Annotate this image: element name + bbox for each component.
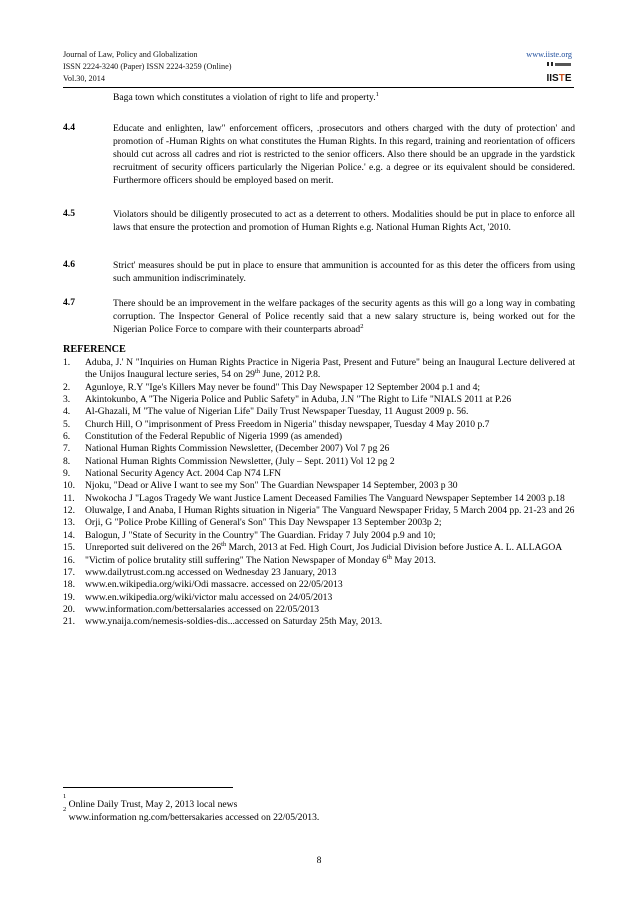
section-paragraph: Violators should be diligently prosecuted to act as a deterrent to others. Modalities should be put in place to enforce all laws that ensure the protection and promotion of Human Rights e.g. National Human Rights Act, '2010.	[113, 209, 575, 234]
reference-number: 4.	[63, 406, 71, 418]
reference-item	[63, 456, 575, 468]
volume-line: Vol.30, 2014	[63, 74, 105, 83]
reference-text: www.information.com/bettersalaries accessed on 22/05/2013	[85, 603, 320, 615]
reference-number: 5.	[63, 418, 71, 430]
reference-item	[63, 616, 575, 628]
reference-item	[63, 542, 575, 554]
reference-number: 12.	[63, 505, 75, 517]
section-number: 4.6	[63, 259, 75, 270]
footnote-2: $^2$ www.information ng.com/bettersakaries accessed on 22/05/2013.	[63, 806, 320, 823]
reference-number: 11.	[63, 492, 75, 504]
reference-text: Agunloye, R.Y "Ige's Killers May never be found" This Day Newspaper 12 September 2004 p.1 and 4;	[85, 381, 481, 393]
iiste-logo	[544, 60, 574, 86]
reference-number: 18.	[63, 579, 75, 591]
section-number: 4.7	[63, 297, 75, 308]
reference-item	[63, 604, 575, 616]
reference-text: National Security Agency Act. 2004 Cap N74 LFN	[85, 468, 282, 480]
reference-item	[63, 530, 575, 542]
reference-item	[63, 394, 575, 406]
reference-text: Akintokunbo, A "The Nigeria Police and Public Safety" in Aduba, J.N "The Right to Life "NIALS 2011 at P.26	[85, 394, 512, 406]
reference-number: 16.	[63, 554, 75, 566]
reference-item	[63, 567, 575, 579]
reference-text: www.en.wikipedia.org/wiki/victor malu accessed on 24/05/2013	[85, 591, 333, 603]
reference-item	[63, 579, 575, 591]
reference-number: 13.	[63, 517, 75, 529]
reference-text: Aduba, J.' N "Inquiries on Human Rights Practice in Nigeria Past, Present and Future" being an Inaugural Lecture delivered at the Unijos Inaugural lecture series, 54 on 29th June, 2012 P.8.	[85, 357, 575, 381]
reference-number: 2.	[63, 381, 71, 393]
reference-number: 8.	[63, 455, 71, 467]
reference-number: 19.	[63, 591, 75, 603]
reference-item	[63, 382, 575, 394]
intro-line: Baga town which constitutes a violation of right to life and property.$^1$	[113, 90, 379, 103]
reference-number: 6.	[63, 431, 71, 443]
reference-item	[63, 505, 575, 517]
page-number: 8	[316, 855, 322, 866]
reference-item	[63, 555, 575, 567]
reference-text: Church Hill, O "imprisonment of Press Freedom in Nigeria" thisday newspaper, Tuesday 4 May 2010 p.7	[85, 418, 490, 430]
reference-text: Oluwalge, I and Anaba, I Human Rights situation in Nigeria" The Vanguard Newspaper Friday, 5 March 2004 pp. 21-23 and 26	[85, 505, 575, 517]
reference-item	[63, 468, 575, 480]
journal-title: Journal of Law, Policy and Globalization	[63, 50, 198, 59]
reference-item	[63, 431, 575, 443]
section-number: 4.5	[63, 208, 75, 219]
reference-text: Orji, G "Police Probe Killing of General's Son" This Day Newspaper 13 September 2003p 2;	[85, 517, 442, 529]
reference-number: 20.	[63, 603, 75, 615]
section-paragraph: There should be an improvement in the welfare packages of the security agents as this will go a long way in combating corruption. The Inspector General of Police recently said that a new salary structure is, being worked out for the Nigerian Police Force to compare with their counterparts abroad$^2$	[113, 298, 575, 336]
reference-text: Constitution of the Federal Republic of Nigeria 1999 (as amended)	[85, 431, 343, 443]
reference-text: www.ynaija.com/nemesis-soldies-dis...accessed on Saturday 25th May, 2013.	[85, 616, 383, 628]
reference-item	[63, 592, 575, 604]
reference-text: Unreported suit delivered on the 26th March, 2013 at Fed. High Court, Jos Judicial Division before Justice A. L. ALLAGOA	[85, 540, 563, 554]
section-number: 4.4	[63, 122, 75, 133]
svg-text:IISTE: IISTE	[546, 73, 572, 84]
reference-number: 14.	[63, 529, 75, 541]
reference-number: 10.	[63, 480, 75, 492]
reference-text: National Human Rights Commission Newsletter, (December 2007) Vol 7 pg 26	[85, 443, 390, 455]
reference-item	[63, 406, 575, 418]
reference-item	[63, 517, 575, 529]
journal-url-link[interactable]: www.iiste.org	[526, 50, 572, 59]
reference-number: 1.	[63, 357, 71, 368]
reference-number: 21.	[63, 616, 75, 628]
reference-number: 3.	[63, 394, 71, 406]
issn-line: ISSN 2224-3240 (Paper) ISSN 2224-3259 (Online)	[63, 62, 232, 71]
reference-text: Al-Ghazali, M "The value of Nigerian Life" Daily Trust Newspaper Tuesday, 11 August 2009 p. 56.	[85, 406, 469, 418]
section-paragraph: Strict' measures should be put in place to ensure that ammunition is accounted for as this deter the officers from using such ammunition indiscriminately.	[113, 260, 575, 285]
reference-heading: REFERENCE	[63, 344, 126, 355]
reference-item	[63, 357, 575, 382]
footnote-divider	[63, 787, 233, 788]
reference-list	[63, 357, 575, 629]
reference-text: www.en.wikipedia.org/wiki/Odi massacre. accessed on 22/05/2013	[85, 579, 343, 591]
reference-text: Balogun, J "State of Security in the Country" The Guardian. Friday 7 July 2004 p.9 and 10;	[85, 529, 436, 541]
reference-number: 7.	[63, 443, 71, 455]
reference-number: 17.	[63, 566, 75, 578]
reference-item	[63, 443, 575, 455]
reference-number: 9.	[63, 468, 71, 480]
section-paragraph: Educate and enlighten, law" enforcement officers, .prosecutors and others charged with the duty of protection' and promotion of -Human Rights on what constitutes the Human Rights. In this regard, training and reorientation of officers should cut across all cadres and riot is restricted to the senior officers. Also there should be an upgrade in the yardstick recruitment of security officers particularly the Nigerian Police.' e.g. a degree or its equivalent should be considered. Furthermore officers should be employed based on merit.	[113, 123, 575, 187]
reference-item	[63, 480, 575, 492]
reference-text: National Human Rights Commission Newsletter, (July – Sept. 2011) Vol 12 pg 2	[85, 455, 395, 467]
reference-number: 15.	[63, 542, 75, 554]
reference-item	[63, 493, 575, 505]
reference-text: Nwokocha J "Lagos Tragedy We want Justice Lament Deceased Families The Vanguard Newspaper September 14 2003 p.18	[85, 492, 565, 504]
reference-text: "Victim of police brutality still suffering" The Nation Newspaper of Monday 6th May 2013.	[85, 553, 436, 566]
header-divider	[63, 87, 574, 88]
reference-item	[63, 419, 575, 431]
reference-text: Njoku, "Dead or Alive I want to see my Son" The Guardian Newspaper 14 September, 2003 p 30	[85, 480, 458, 492]
reference-text: www.dailytrust.com.ng accessed on Wednesday 23 January, 2013	[85, 566, 337, 578]
footnote-1: $^1$ Online Daily Trust, May 2, 2013 local news	[63, 793, 238, 810]
